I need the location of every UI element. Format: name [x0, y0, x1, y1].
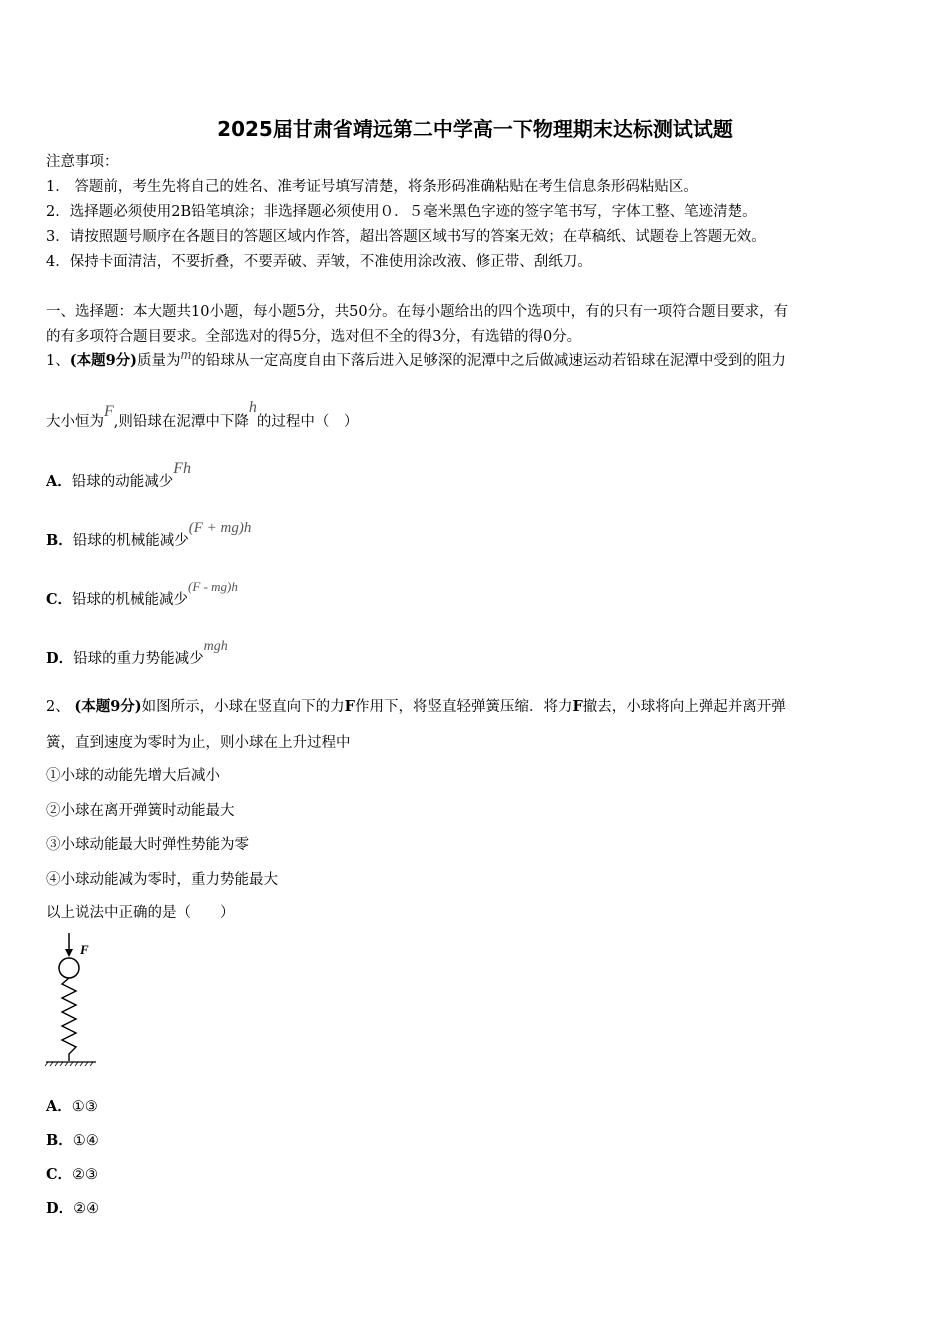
notice-item-2: 2．选择题必须使用2B铅笔填涂；非选择题必须使用０．５毫米黑色字迹的签字笔书写，字体工整、笔迹清楚。 [46, 204, 757, 220]
spring-diagram [44, 930, 104, 1070]
question-1-text: 大小恒为 [46, 414, 104, 430]
question-2-number: 2、 [46, 699, 70, 715]
question-2-line-1 [46, 697, 786, 717]
var-F: F [104, 403, 114, 420]
question-2-line-2: 簧，直到速度为零时为止，则小球在上升过程中 [46, 735, 351, 751]
option-text: ①④ [72, 1133, 99, 1149]
question-1-line-2 [46, 399, 359, 432]
q2-option-d[interactable] [46, 1199, 99, 1219]
figure-force-label: F [80, 942, 89, 957]
option-text: ②③ [72, 1167, 99, 1183]
question-1-text: 的过程中（ ） [256, 414, 359, 430]
section-intro-line-2: 的有多项符合题目要求。全部选对的得5分，选对但不全的得3分，有选错的得0分。 [46, 329, 582, 345]
question-2-text: 撤去，小球将向上弹起并离开弹 [582, 699, 786, 715]
notice-item-3: 3．请按照题号顺序在各题目的答题区域内作答，超出答题区域书写的答案无效；在草稿纸、试题卷上答题无效。 [46, 229, 766, 245]
q1-option-a[interactable] [46, 460, 192, 492]
option-label: B． [46, 532, 73, 549]
option-math: mgh [203, 639, 228, 654]
q2-option-c[interactable] [46, 1165, 98, 1185]
q2-option-b[interactable] [46, 1131, 99, 1151]
option-text: 铅球的机械能减少 [72, 533, 189, 549]
option-text: 铅球的动能减少 [71, 474, 174, 490]
question-1-line-1 [46, 347, 786, 371]
option-math: Fh [173, 460, 192, 477]
notice-item-4: 4．保持卡面清洁，不要折叠，不要弄破、弄皱，不准使用涂改液、修正带、刮纸刀。 [46, 254, 592, 270]
option-label: C． [46, 1166, 73, 1183]
q1-option-d[interactable] [46, 639, 228, 670]
statement-4: ④小球动能减为零时，重力势能最大 [46, 872, 278, 888]
var-h: h [248, 399, 257, 416]
option-label: B． [46, 1132, 73, 1149]
force-symbol: F [344, 698, 355, 715]
option-label: D． [46, 650, 74, 667]
question-2-text: 如图所示，小球在竖直向下的力 [141, 699, 345, 715]
question-1-number: 1、 [46, 353, 70, 369]
option-label: D． [46, 1200, 74, 1217]
question-1-score: (本题9分) [69, 352, 138, 369]
q2-option-a[interactable] [46, 1097, 98, 1117]
option-text: 铅球的机械能减少 [72, 592, 189, 608]
statement-2: ②小球在离开弹簧时动能最大 [46, 803, 235, 819]
option-text: ①③ [71, 1099, 98, 1115]
var-m: m [180, 347, 192, 363]
question-2-score: (本题9分) [74, 698, 142, 715]
option-label: C． [46, 591, 73, 608]
question-1-text: 的铅球从一定高度自由下落后进入足够深的泥潭中之后做减速运动若铅球在泥潭中受到的阻力 [191, 353, 786, 369]
statement-3: ③小球动能最大时弹性势能为零 [46, 837, 249, 853]
option-math: (F + mg)h [188, 520, 252, 536]
spring-figure [44, 930, 104, 1070]
option-text: ②④ [73, 1201, 100, 1217]
option-text: 铅球的重力势能减少 [73, 651, 204, 667]
statement-1: ①小球的动能先增大后减小 [46, 768, 220, 784]
notice-item-1: 1． 答题前，考生先将自己的姓名、准考证号填写清楚，将条形码准确粘贴在考生信息条形码粘贴区。 [46, 179, 698, 195]
page-title: 2025届甘肃省靖远第二中学高一下物理期末达标测试试题 [217, 117, 733, 141]
notice-heading: 注意事项： [46, 154, 119, 170]
option-label: A． [46, 473, 72, 490]
q1-option-b[interactable] [46, 520, 252, 551]
force-symbol: F [572, 698, 583, 715]
question-2-prompt: 以上说法中正确的是（ ） [46, 905, 235, 921]
question-2-text: 作用下，将竖直轻弹簧压缩．将力 [354, 699, 573, 715]
question-1-text: 质量为 [137, 353, 181, 369]
option-label: A． [46, 1098, 72, 1115]
option-math: (F - mg)h [188, 579, 238, 594]
question-1-text: ,则铅球在泥潭中下降 [113, 414, 249, 430]
section-intro-line-1: 一、选择题：本大题共10小题，每小题5分，共50分。在每小题给出的四个选项中，有的只有一项符合题目要求，有 [46, 304, 789, 320]
q1-option-c[interactable] [46, 579, 238, 610]
